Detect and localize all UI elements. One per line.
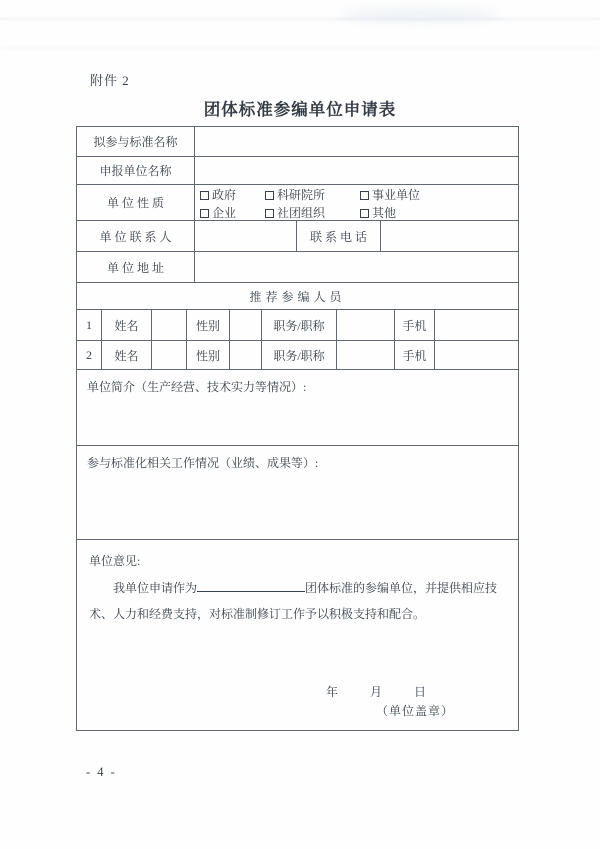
member-number: 2 [86,347,92,362]
member-number: 1 [86,317,92,332]
unit-opinion-area [77,540,518,730]
unit-nature-options-line1 [200,187,518,205]
unit-nature-options [194,185,518,220]
member-name-field [151,310,186,340]
scan-artifact [0,47,600,49]
table-row-standard-name [77,127,518,156]
member-phone-field [434,341,518,369]
statement-suffix: 团体标准的参编单位，并提供相应技术、人力和经费支持，对标准制修订工作予以积极支持和配合。 [89,581,498,621]
applicant-name-label: 申报单位名称 [99,164,172,178]
member-name-field [151,341,186,369]
unit-nature-label: 单 位 性 质 [106,196,164,210]
table-row-unit-opinion [77,539,518,730]
member-gender-field [229,341,261,369]
checkbox-icon [360,191,369,200]
member-name-label: 姓名 [101,310,151,340]
unit-opinion-statement [89,575,506,627]
checkbox-label: 事业单位 [372,188,421,202]
checkbox-label: 政府 [212,188,237,202]
checkbox-label: 企业 [212,206,237,220]
attachment-label: 附件 2 [90,73,130,88]
checkbox-option-institution [360,187,420,204]
address-field [194,252,518,282]
member-title-label: 职务/职称 [261,341,336,369]
checkbox-option-research [265,187,360,204]
members-header-label: 推荐参编人员 [249,289,346,304]
applicant-name-field [194,157,518,184]
checkbox-label: 科研院所 [277,188,326,202]
member-name-label: 姓名 [101,341,151,369]
application-form-table [76,126,519,731]
unit-opinion-label: 单位意见: [89,554,141,568]
checkbox-icon [200,209,209,218]
standard-name-field [194,127,518,156]
standard-name-blank-line [197,579,305,592]
standardization-work-label: 参与标准化相关工作情况（业绩、成果等）: [87,456,319,470]
checkbox-icon [360,209,369,218]
checkbox-label: 其他 [372,206,397,220]
table-row-unit-intro [77,369,518,445]
checkbox-icon [265,191,274,200]
unit-intro-label: 单位简介（生产经营、技术实力等情况）: [87,380,307,394]
member-phone-label: 手机 [394,341,434,369]
member-gender-label: 性别 [186,341,229,369]
checkbox-option-association [265,205,360,220]
page-number: - 4 - [86,765,117,779]
scan-artifact [340,8,500,22]
contact-person-field [194,221,296,251]
page-title: 团体标准参编单位申请表 [203,101,397,119]
unit-intro-area [77,370,518,445]
checkbox-option-enterprise [200,205,265,220]
table-row-member-2 [77,340,518,369]
member-gender-field [229,310,261,340]
scan-artifact [0,18,600,20]
member-phone-label: 手机 [394,310,434,340]
member-title-field [336,310,394,340]
standardization-work-area [77,446,518,539]
standard-name-label: 拟参与标准名称 [93,135,178,149]
table-row-unit-nature [77,184,518,220]
table-row-applicant-name [77,156,518,184]
statement-prefix: 我单位申请作为 [113,581,198,595]
checkbox-label: 社团组织 [277,206,326,220]
member-title-label: 职务/职称 [261,310,336,340]
checkbox-option-government [200,187,265,204]
contact-person-label: 单 位 联 系 人 [99,229,172,244]
table-row-contact [77,220,518,251]
checkbox-icon [265,209,274,218]
table-row-standardization-work [77,445,518,539]
address-label: 单 位 地 址 [106,260,164,275]
checkbox-icon [200,191,209,200]
contact-phone-field [380,221,518,251]
checkbox-option-other [360,205,396,220]
contact-phone-label: 联 系 电 话 [296,221,380,251]
signature-date-line: 年 月 日 [326,685,429,699]
table-row-members-header [77,282,518,309]
unit-nature-options-line2 [200,205,518,220]
unit-seal-note: （单位盖章） [376,704,455,718]
member-phone-field [434,310,518,340]
table-row-address [77,251,518,282]
member-gender-label: 性别 [186,310,229,340]
table-row-member-1 [77,309,518,340]
member-title-field [336,341,394,369]
